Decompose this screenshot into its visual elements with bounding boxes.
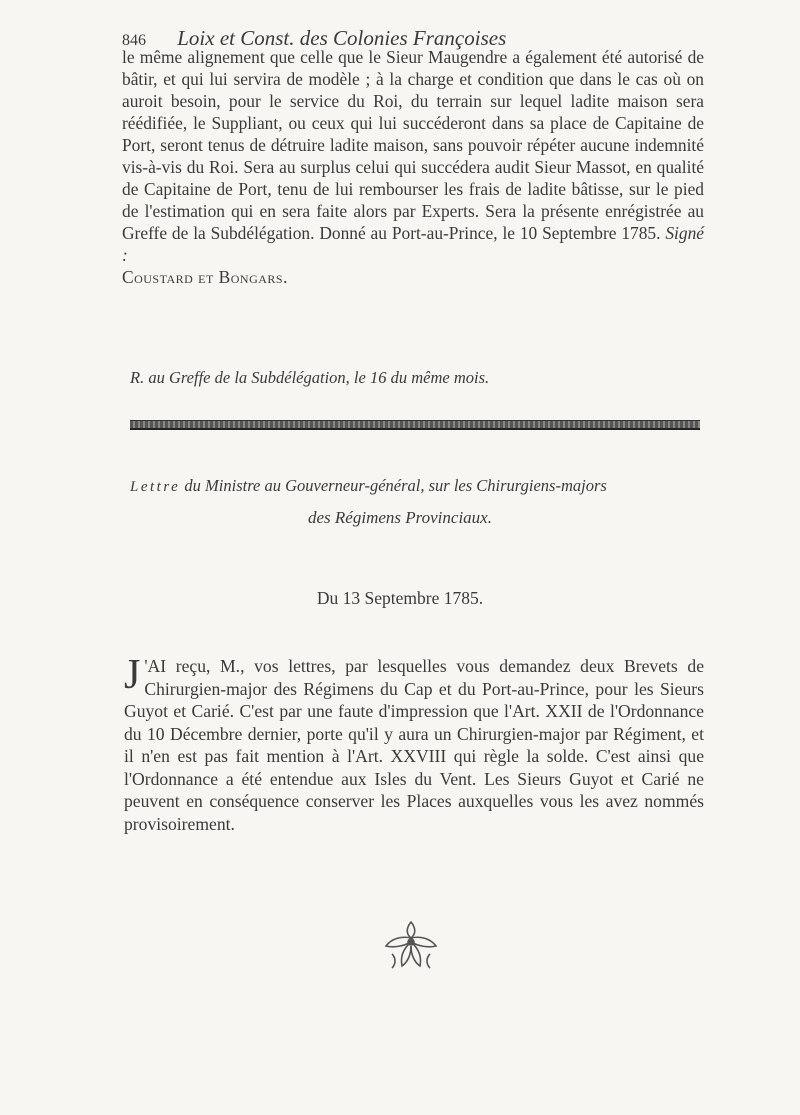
letter-title-lead: Lettre [130,479,181,495]
letter-date: Du 13 Septembre 1785. [316,588,484,608]
signatories: Coustard et Bongars. [122,267,288,287]
letter-body [124,652,704,835]
fleuron-ornament-icon [378,918,444,974]
running-title: Loix et Const. des Colonies Françoises [177,26,507,50]
drop-cap: J [124,652,141,698]
ordinance-continuation [122,46,704,288]
registry-note: R. au Greffe de la Subdélégation, le 16 du même mois. [130,368,490,387]
paragraph-text: le même alignement que celle que le Sieur Maugendre a également été autorisé de bâtir, et qui lui servira de modèle ; à la charge et condition que dans le cas où on auroit besoin, pour le service du Roi, du terrain sur lequel ladite maison sera réédifiée, le Suppliant, ou ceux qui lui succéderont dans sa place de Capitaine de Port, seront tenus de détruire ladite maison, sans pouvoir répéter aucune indemnité vis-à-vis du Roi. Sera au surplus celui qui succédera audit Sieur Massot, en qualité de Capitaine de Port, tenu de lui rembourser les frais de ladite bâtisse, sur le pied de l'estimation qui en sera faite alors par Experts. Sera la présente enrégistrée au Greffe de la Subdélégation. Donné au Port-au-Prince, le 10 Septembre 1785. [122,47,704,243]
signed-label: Signé : [122,223,704,265]
letter-title-rest: du Ministre au Gouverneur-général, sur les Chirurgiens-majors [184,476,607,495]
page-number: 846 [122,32,146,49]
letter-body-text: 'AI reçu, M., vos lettres, par lesquelles vous demandez deux Brevets de Chirurgien-major des Régimens du Cap et du Port-au-Prince, pour les Sieurs Guyot et Carié. C'est par une faute d'impression que l'Art. XXII de l'Ordonnance du 10 Décembre dernier, porte qu'il y aura un Chirurgien-major par Régiment, et il n'en est pas fait mention à l'Art. XXVIII qui règle la solde. C'est ainsi que l'Ordonnance a été entendue aux Isles du Vent. Les Sieurs Guyot et Carié ne peuvent en conséquence conserver les Places auxquelles vous les avez nommés provisoirement. [124,656,704,834]
letter-title [130,476,700,496]
letter-title-line2: des Régimens Provinciaux. [308,508,492,527]
section-divider [130,420,700,430]
